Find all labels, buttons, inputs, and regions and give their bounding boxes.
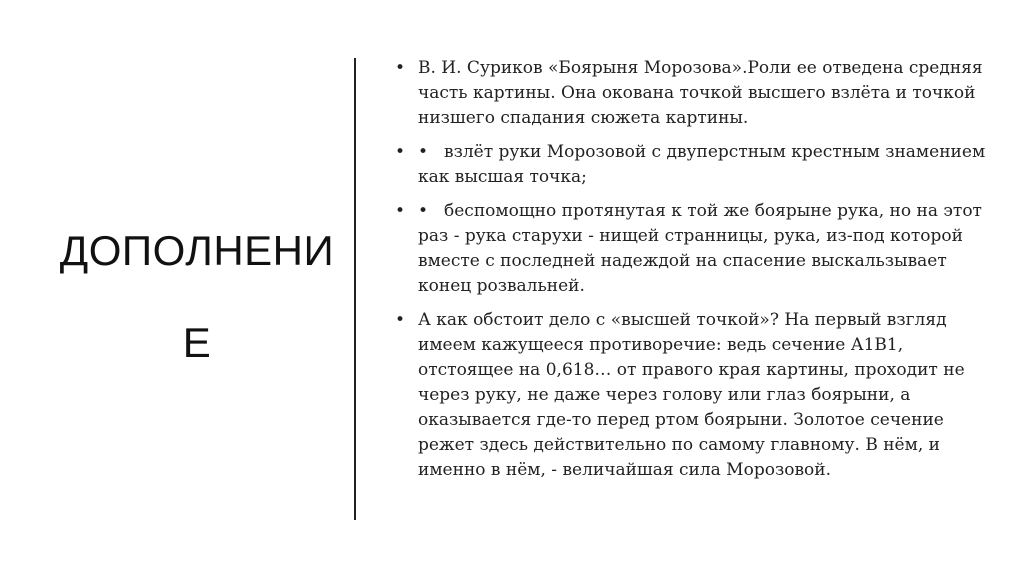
- inner-bullet-icon: •: [418, 142, 429, 162]
- vertical-divider: [354, 58, 356, 520]
- inner-bullet-icon: •: [418, 201, 429, 221]
- bullet-item-1: [392, 56, 992, 131]
- slide-title: [52, 205, 342, 389]
- bullet-icon: •: [395, 201, 406, 221]
- slide-title-line-2: Е: [182, 319, 212, 366]
- bullet-item-2: [392, 140, 992, 190]
- bullet-icon: •: [395, 142, 406, 162]
- bullet-item-text: А как обстоит дело с «высшей точкой»? На первый взгляд имеем кажущееся противоречие: ведь сечение А1В1, отстоящее на 0,618… от правого края картины, проходит не через руку, не даже через голову или глаз боярыни, а оказывается где-то перед ртом боярыни. Золотое сечение режет здесь действительно по самому главному. В нём, и именно в нём, - величайшая сила Морозовой.: [418, 310, 965, 480]
- bullet-icon: •: [395, 58, 406, 78]
- bullet-item-text: взлёт руки Морозовой с двуперстным крестным знамением как высшая точка;: [418, 142, 986, 187]
- bullet-item-4: [392, 308, 992, 483]
- slide-title-line-1: ДОПОЛНЕНИ: [59, 227, 335, 274]
- bullet-item-text: В. И. Суриков «Боярыня Морозова».Роли ее отведена средняя часть картины. Она окована точкой высшего взлёта и точкой низшего спадания сюжета картины.: [418, 58, 983, 128]
- bullet-item-3: [392, 199, 992, 299]
- bullet-list: [392, 56, 992, 492]
- bullet-icon: •: [395, 310, 406, 330]
- bullet-item-text: беспомощно протянутая к той же боярыне рука, но на этот раз - рука старухи - нищей странницы, рука, из-под которой вместе с последней надеждой на спасение выскальзывает конец розвальней.: [418, 201, 982, 296]
